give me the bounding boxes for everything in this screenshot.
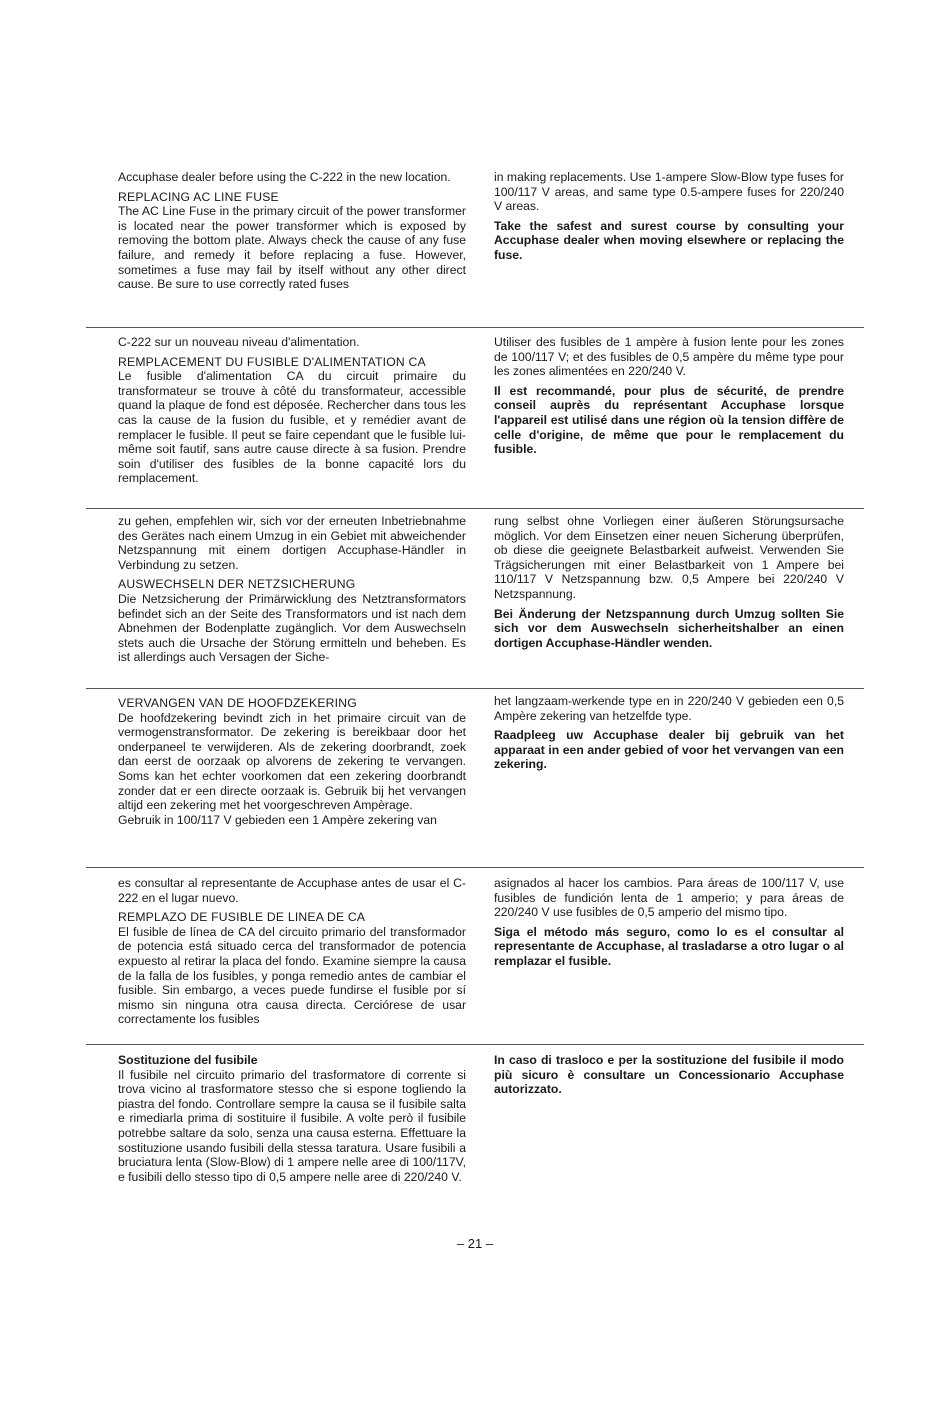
german-body: Die Netzsicherung der Primärwicklung des Netztransformators befindet sich an der Seite des Transformators und ist nach dem Abnehmen der Bodenplatte zugänglich. Vor dem Auswechseln stets auch die Ursache der Störung ermitteln und beheben. Es ist allerdings auch Versagen der Siche- <box>118 591 466 665</box>
spanish-body: El fusible de línea de CA del circuito primario del transformador de potencia está situado cerca del transformador de potencia expuesto al retirar la placa del fondo. Examine siempre la causa de la falla de los fusibles, y ponga remedio antes de cambiar el fusible. Sin embargo, a veces puede fundirse el fusible por sí mismo sin ninguna otra causa directa. Cerciórese de usar correctamente los fusibles <box>118 924 466 1027</box>
spanish-intro: es consultar al representante de Accuphase antes de usar el C-222 en el lugar nuevo. <box>118 876 466 905</box>
italian-right-column <box>494 1051 844 1102</box>
dutch-body: De hoofdzekering bevindt zich in het primaire circuit van de vermogenstransformator. De zekering is bereikbaar door het onderpaneel te verwijderen. Als de zekering doorbrandt, zoek dan eerst de oorzaak op alvorens de zekering te vervangen. Soms kan het echter voorkomen dat een zekering doorbrandt zonder dat er een directe oorzaak is. Gebruik bij het vervangen altijd een zekering met het voorgeschreven Ampèrage. <box>118 710 466 813</box>
french-body: Le fusible d'alimentation CA du circuit primaire du transformateur se trouve à côté du transformateur, accessible quand la plaque de fond est déposée. Rechercher dans tous les cas la cause de la fusion du fusible, et y remédier avant de remplacer le fusible. Il peut se faire cependant que le fusible lui-même soit fautif, sans autre cause directe à sa fusion. Prendre soin d'utiliser des fusibles de la bonne capacité lors du remplacement. <box>118 369 466 486</box>
german-intro: zu gehen, empfehlen wir, sich vor der erneuten Inbetriebnahme des Gerätes nach einem Umzug in ein Gebiet mit abweichender Netzspannung mit einem dortigen Accuphase-Händler in Verbindung zu setzen. <box>118 514 466 572</box>
english-body: The AC Line Fuse in the primary circuit of the power transformer is located near the power transformer which is exposed by removing the bottom plate. Always check the cause of any fuse failure, and remedy it before replacing a fuse. However, sometimes a fuse may fail by itself without any other direct cause. Be sure to use correctly rated fuses <box>118 204 466 292</box>
english-right-column <box>494 170 844 268</box>
french-left-column <box>118 335 466 491</box>
divider-4 <box>86 867 864 868</box>
dutch-left-column <box>118 694 466 832</box>
page-number: – 21 – <box>456 1236 494 1251</box>
divider-3 <box>86 688 864 689</box>
italian-body: Il fusibile nel circuito primario del trasformatore di corrente si trova vicino al trasformatore stesso che si espone togliendo la piastra del fondo. Controllare sempre la causa se il fusibile salta e rimediarla prima di sostituire il fusibile. A volte però il fusibile potrebbe saltare da solo, senza una causa esterna. Effettuare la sostituzione usando fusibili della stessa taratura. Usare fusibili a bruciatura lenta (Slow-Blow) di 1 ampere nelle aree di 100/117V, e fusibili dello stesso tipo di 0,5 ampere nelle aree di 220/240 V. <box>118 1067 466 1184</box>
german-heading: AUSWECHSELN DER NETZSICHERUNG <box>118 577 356 592</box>
french-intro: C-222 sur un nouveau niveau d'alimentation. <box>118 335 360 349</box>
dutch-body-continued: Gebruik in 100/117 V gebieden een 1 Ampère zekering van <box>118 812 437 827</box>
divider-2 <box>86 508 864 509</box>
english-heading: REPLACING AC LINE FUSE <box>118 189 279 204</box>
english-left-column <box>118 170 466 297</box>
german-right-column <box>494 514 844 655</box>
french-right-column <box>494 335 844 462</box>
spanish-warning: Siga el método más seguro, como lo es el consultar al representante de Accuphase, al trasladarse a otro lugar o al remplazar el fusible. <box>494 924 844 968</box>
spanish-heading: REMPLAZO DE FUSIBLE DE LINEA DE CA <box>118 910 366 925</box>
italian-warning: In caso di trasloco e per la sostituzione del fusibile il modo più sicuro è consultare un Concessionario Accuphase autorizzato. <box>494 1053 844 1097</box>
english-right-body: in making replacements. Use 1-ampere Slow-Blow type fuses for 100/117 V areas, and same type 0.5-ampere fuses for 220/240 V areas. <box>494 170 844 214</box>
divider-5 <box>86 1044 864 1045</box>
french-right-body: Utiliser des fusibles de 1 ampère à fusion lente pour les zones de 100/117 V; et des fusibles de 0,5 ampère du même type pour les zones alimentées en 220/240 V. <box>494 335 844 379</box>
german-left-column <box>118 514 466 670</box>
german-warning: Bei Änderung der Netzspannung durch Umzug sollten Sie sich vor dem Auswechseln sicherheitshalber an einen dortigen Accuphase-Händler wenden. <box>494 606 844 650</box>
italian-heading: Sostituzione del fusibile <box>118 1053 258 1067</box>
french-warning: Il est recommandé, pour plus de sécurité, de prendre conseil auprès du représentant Accuphase lorsque l'appareil est utilisé dans une région où la tension diffère de celle d'origine, de même que pour le remplacement du fusible. <box>494 383 844 457</box>
dutch-right-body: het langzaam-werkende type en in 220/240 V gebieden een 0,5 Ampère zekering van hetzelfde type. <box>494 694 844 723</box>
dutch-warning: Raadpleeg uw Accuphase dealer bij gebruik van het apparaat in een ander gebied of voor het vervangen van een zekering. <box>494 728 844 772</box>
german-right-body: rung selbst ohne Vorliegen einer äußeren Störungsursache möglich. Vor dem Einsetzen einer neuen Sicherung überprüfen, ob diese die geeignete Belastbarkeit aufweist. Verwenden Sie Trägsicherungen mit einer Belastbarkeit von 1 Ampere bei 110/117 V Netzspannung bzw. 0,5 Ampere bei 220/240 V Netzspannung. <box>494 514 844 601</box>
spanish-left-column <box>118 876 466 1032</box>
dutch-right-column <box>494 694 844 777</box>
italian-left-column <box>118 1051 466 1189</box>
english-intro: Accuphase dealer before using the C-222 in the new location. <box>118 170 451 184</box>
spanish-right-body: asignados al hacer los cambios. Para áreas de 100/117 V, use fusibles de fundición lenta de 1 amperio; y para áreas de 220/240 V use fusibles de 0,5 amperio del mismo tipo. <box>494 876 844 920</box>
french-heading: REMPLACEMENT DU FUSIBLE D'ALIMENTATION CA <box>118 354 426 369</box>
divider-1 <box>86 327 864 328</box>
dutch-heading: VERVANGEN VAN DE HOOFDZEKERING <box>118 696 357 710</box>
spanish-right-column <box>494 876 844 974</box>
english-warning: Take the safest and surest course by consulting your Accuphase dealer when moving elsewhere or replacing the fuse. <box>494 218 844 262</box>
